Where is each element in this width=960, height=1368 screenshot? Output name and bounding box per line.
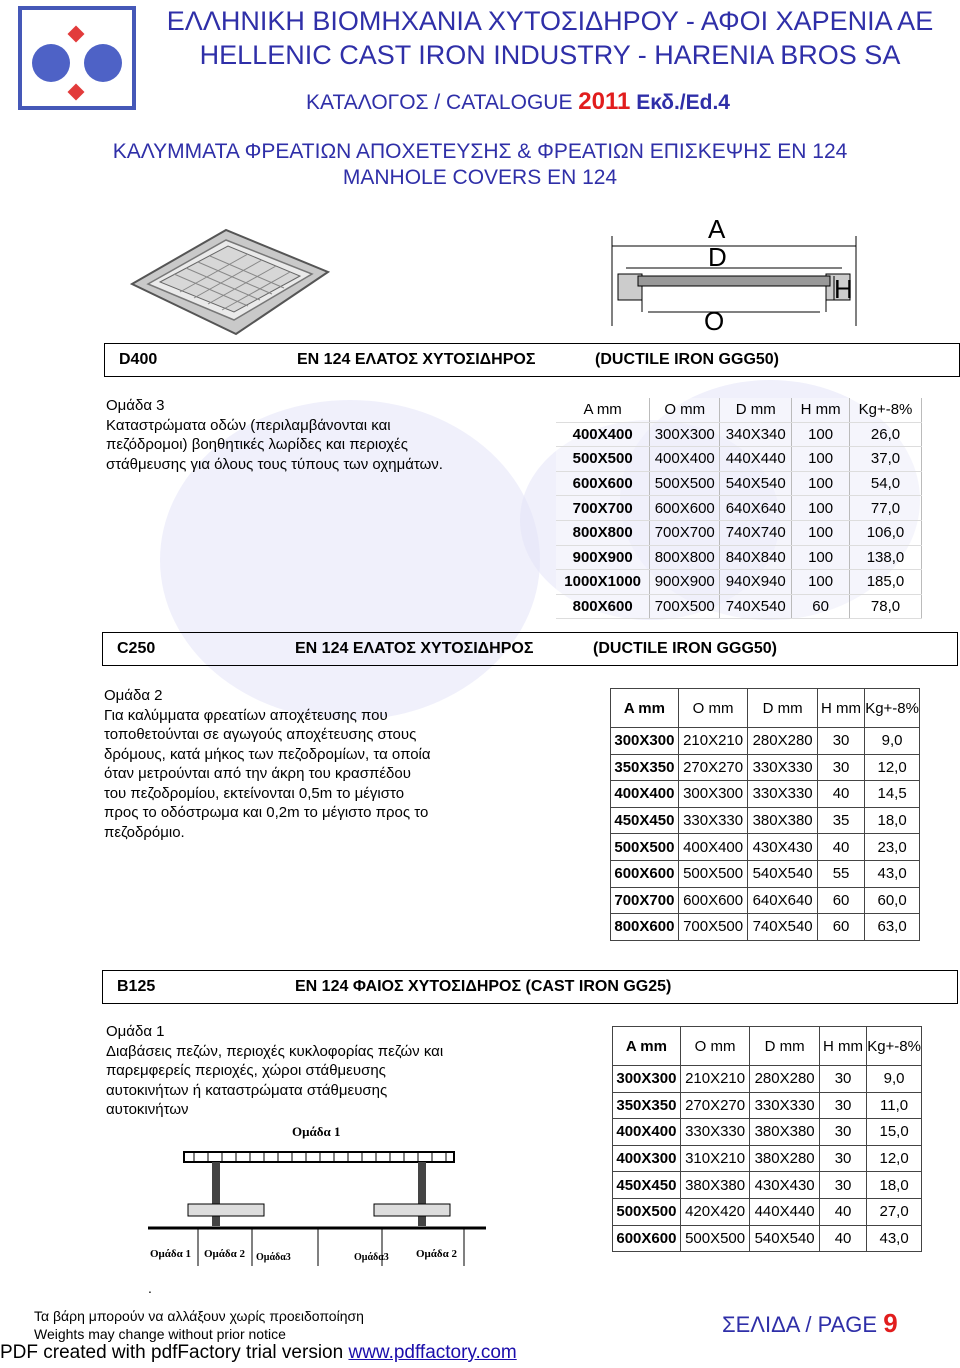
cell-o: 270X270 (678, 754, 748, 781)
catalogue-line (306, 88, 730, 116)
cell-h: 100 (792, 520, 850, 545)
cell-h: 30 (819, 1145, 866, 1172)
cell-a: 450X450 (611, 807, 679, 834)
table-row (611, 914, 920, 941)
drawing-label: Ομάδα3 (354, 1252, 389, 1263)
section-band-b125 (102, 970, 958, 1004)
pdffactory-link[interactable]: www.pdffactory.com (348, 1342, 517, 1363)
section-band-c250 (102, 632, 958, 666)
cell-a: 1000X1000 (556, 570, 650, 595)
table-row (556, 471, 922, 496)
cell-h: 30 (819, 1066, 866, 1093)
cell-a: 400X300 (613, 1145, 681, 1172)
cell-h: 100 (792, 422, 850, 447)
cell-kg: 43,0 (865, 860, 920, 887)
table-row (556, 496, 922, 521)
header-a: A mm (611, 689, 679, 728)
cell-d: 340X340 (720, 422, 792, 447)
cell-a: 700X700 (556, 496, 650, 521)
cell-d: 280X280 (750, 1066, 820, 1093)
cell-kg: 15,0 (867, 1119, 922, 1146)
table-row (556, 570, 922, 595)
cell-kg: 54,0 (850, 471, 922, 496)
cell-o: 700X500 (650, 594, 720, 619)
header-o: O mm (678, 689, 748, 728)
group-zone-drawing (148, 1120, 486, 1266)
cell-h: 60 (817, 914, 864, 941)
cell-h: 100 (792, 496, 850, 521)
header-h: H mm (819, 1027, 866, 1066)
standard-label: EN 124 ΕΛΑΤΟΣ ΧΥΤΟΣΙΔΗΡΟΣ (297, 351, 536, 368)
cell-a: 600X600 (613, 1225, 681, 1252)
header-o: O mm (680, 1027, 750, 1066)
stray-dot: . (148, 1280, 152, 1296)
cell-kg: 27,0 (867, 1198, 922, 1225)
header-d: D mm (750, 1027, 820, 1066)
cell-h: 30 (819, 1119, 866, 1146)
cell-o: 500X500 (680, 1225, 750, 1252)
table-row (613, 1066, 922, 1093)
header-kg: Kg+-8% (867, 1027, 922, 1066)
cell-a: 350X350 (613, 1092, 681, 1119)
logo-top-diamond (68, 26, 85, 43)
header-h: H mm (817, 689, 864, 728)
spec-table-d400 (556, 398, 922, 619)
table-row (611, 754, 920, 781)
cell-kg: 18,0 (865, 807, 920, 834)
cell-a: 800X600 (556, 594, 650, 619)
table-row (611, 728, 920, 755)
cell-a: 600X600 (556, 471, 650, 496)
drawing-label: Ομάδα3 (256, 1252, 291, 1263)
table-header-row (613, 1027, 922, 1066)
cell-kg: 18,0 (867, 1172, 922, 1199)
cell-kg: 23,0 (865, 834, 920, 861)
logo-bottom-diamond (68, 84, 85, 101)
table-row (613, 1172, 922, 1199)
cell-h: 100 (792, 447, 850, 472)
cell-o: 700X500 (678, 914, 748, 941)
cell-a: 800X800 (556, 520, 650, 545)
cell-a: 400X400 (556, 422, 650, 447)
header-a: A mm (556, 398, 650, 422)
cell-d: 740X540 (748, 914, 818, 941)
section-description-b125: Ομάδα 1 Διαβάσεις πεζών, περιοχές κυκλοφορίας πεζών και παρεμφερείς περιοχές, χώροι στάθμευσης αυτοκινήτων ή καταστρώματα στάθμευσης αυτοκινήτων (106, 1023, 444, 1118)
cell-kg: 78,0 (850, 594, 922, 619)
cell-d: 330X330 (748, 754, 818, 781)
cell-d: 940X940 (720, 570, 792, 595)
cell-d: 330X330 (750, 1092, 820, 1119)
spec-table-c250 (610, 688, 920, 941)
cell-kg: 106,0 (850, 520, 922, 545)
logo-left-circle (32, 44, 70, 82)
section-description-d400: Ομάδα 3 Καταστρώματα οδών (περιλαμβάνονται και πεζόδρομοι) βοηθητικές λωρίδες και περιοχές στάθμευσης για όλους τους τύπους των οχημάτων. (106, 397, 443, 473)
cell-d: 740X540 (720, 594, 792, 619)
cell-o: 600X600 (678, 887, 748, 914)
cell-d: 380X380 (750, 1119, 820, 1146)
cell-a: 600X600 (611, 860, 679, 887)
cell-kg: 60,0 (865, 887, 920, 914)
cell-h: 100 (792, 471, 850, 496)
page-indicator (722, 1308, 898, 1339)
cell-a: 300X300 (613, 1066, 681, 1093)
cell-o: 210X210 (680, 1066, 750, 1093)
drawing-title: Ομάδα 1 (292, 1124, 341, 1139)
table-row (556, 545, 922, 570)
cell-d: 540X540 (750, 1225, 820, 1252)
header-o: O mm (650, 398, 720, 422)
catalogue-edition: Εκδ./Ed.4 (630, 91, 730, 114)
cell-a: 900X900 (556, 545, 650, 570)
header-a: A mm (613, 1027, 681, 1066)
cell-kg: 185,0 (850, 570, 922, 595)
standard-label: EN 124 ΕΛΑΤΟΣ ΧΥΤΟΣΙΔΗΡΟΣ (295, 640, 534, 657)
table-header-row (556, 398, 922, 422)
cell-d: 430X430 (748, 834, 818, 861)
cell-h: 30 (819, 1172, 866, 1199)
cell-d: 440X440 (750, 1198, 820, 1225)
manhole-cover-photo (130, 222, 330, 336)
table-row (613, 1119, 922, 1146)
page-label: ΣΕΛΙΔΑ / PAGE (722, 1312, 884, 1337)
logo-right-circle (84, 44, 122, 82)
cell-h: 40 (817, 781, 864, 808)
table-row (613, 1198, 922, 1225)
cell-h: 30 (817, 754, 864, 781)
company-logo (18, 6, 136, 110)
table-row (611, 807, 920, 834)
table-header-row (611, 689, 920, 728)
cell-h: 55 (817, 860, 864, 887)
table-row (611, 887, 920, 914)
table-row (611, 834, 920, 861)
cell-kg: 9,0 (867, 1066, 922, 1093)
cell-d: 430X430 (750, 1172, 820, 1199)
header-kg: Kg+-8% (850, 398, 922, 422)
cell-o: 600X600 (650, 496, 720, 521)
cell-h: 40 (819, 1225, 866, 1252)
class-label: D400 (119, 351, 158, 368)
cell-o: 500X500 (650, 471, 720, 496)
cell-a: 450X450 (613, 1172, 681, 1199)
cell-a: 300X300 (611, 728, 679, 755)
cross-section-diagram (608, 216, 860, 336)
page-title-gr: ΚΑΛΥΜΜΑΤΑ ΦΡΕΑΤΙΩΝ ΑΠΟΧΕΤΕΥΣΗΣ & ΦΡΕΑΤΙΩΝ ΕΠΙΣΚΕΨΗΣ ΕΝ 124 (112, 140, 848, 163)
diagram-label-o: O (704, 306, 725, 336)
cell-kg: 11,0 (867, 1092, 922, 1119)
diagram-label-d: D (708, 242, 727, 272)
diagram-label-a: A (708, 214, 726, 244)
weights-note-gr: Τα βάρη μπορούν να αλλάξουν χωρίς προειδοποίηση (34, 1308, 364, 1324)
cell-h: 60 (817, 887, 864, 914)
cell-h: 40 (817, 834, 864, 861)
cell-kg: 12,0 (865, 754, 920, 781)
cell-d: 280X280 (748, 728, 818, 755)
cell-kg: 37,0 (850, 447, 922, 472)
cell-d: 740X740 (720, 520, 792, 545)
table-row (556, 520, 922, 545)
cell-h: 100 (792, 545, 850, 570)
cell-o: 400X400 (650, 447, 720, 472)
cell-o: 330X330 (678, 807, 748, 834)
header-kg: Kg+-8% (865, 689, 920, 728)
company-name-en: HELLENIC CAST IRON INDUSTRY - HARENIA BROS SA (199, 40, 901, 70)
table-row (613, 1225, 922, 1252)
cell-d: 840X840 (720, 545, 792, 570)
cell-kg: 138,0 (850, 545, 922, 570)
cell-o: 270X270 (680, 1092, 750, 1119)
cell-o: 310X210 (680, 1145, 750, 1172)
catalogue-label: ΚΑΤΑΛΟΓΟΣ / CATALOGUE (306, 91, 579, 114)
company-name-gr: ΕΛΛΗΝΙΚΗ ΒΙΟΜΗΧΑΝΙΑ ΧΥΤΟΣΙΔΗΡΟΥ - ΑΦΟΙ ΧΑΡΕΝΙΑ ΑΕ (166, 6, 934, 36)
cell-o: 300X300 (650, 422, 720, 447)
drawing-label: Ομάδα 2 (204, 1248, 246, 1260)
cell-h: 30 (819, 1092, 866, 1119)
class-label: B125 (117, 978, 156, 995)
class-label: C250 (117, 640, 156, 657)
material-label: (DUCTILE IRON GGG50) (593, 640, 778, 657)
cell-a: 500X500 (613, 1198, 681, 1225)
cell-o: 210X210 (678, 728, 748, 755)
cell-d: 380X280 (750, 1145, 820, 1172)
drawing-label: Ομάδα 1 (150, 1248, 192, 1260)
cell-d: 540X540 (720, 471, 792, 496)
cell-o: 400X400 (678, 834, 748, 861)
page-number: 9 (883, 1308, 898, 1338)
cell-o: 420X420 (680, 1198, 750, 1225)
cell-d: 380X380 (748, 807, 818, 834)
cell-a: 500X500 (556, 447, 650, 472)
cell-a: 400X400 (611, 781, 679, 808)
cell-a: 400X400 (613, 1119, 681, 1146)
spec-table-b125 (612, 1026, 922, 1252)
cell-d: 640X640 (748, 887, 818, 914)
drawing-label: Ομάδα 2 (416, 1248, 458, 1260)
cell-kg: 9,0 (865, 728, 920, 755)
cell-o: 300X300 (678, 781, 748, 808)
table-row (556, 422, 922, 447)
header-h: H mm (792, 398, 850, 422)
table-row (611, 781, 920, 808)
cell-h: 60 (792, 594, 850, 619)
pdf-creator-line (0, 1342, 517, 1364)
cell-h: 35 (817, 807, 864, 834)
cell-o: 900X900 (650, 570, 720, 595)
table-row (556, 594, 922, 619)
cell-o: 800X800 (650, 545, 720, 570)
cell-kg: 63,0 (865, 914, 920, 941)
cell-o: 330X330 (680, 1119, 750, 1146)
cell-d: 440X440 (720, 447, 792, 472)
cell-o: 500X500 (678, 860, 748, 887)
table-row (613, 1092, 922, 1119)
cell-o: 700X700 (650, 520, 720, 545)
cell-kg: 26,0 (850, 422, 922, 447)
catalogue-year: 2011 (578, 88, 631, 115)
cell-a: 500X500 (611, 834, 679, 861)
cell-h: 100 (792, 570, 850, 595)
cell-d: 330X330 (748, 781, 818, 808)
material-label: (DUCTILE IRON GGG50) (595, 351, 780, 368)
cell-a: 700X700 (611, 887, 679, 914)
cell-d: 640X640 (720, 496, 792, 521)
section-band-d400 (104, 343, 960, 377)
cell-h: 40 (819, 1198, 866, 1225)
table-row (611, 860, 920, 887)
pdf-creator-text: PDF created with pdfFactory trial version (0, 1342, 349, 1363)
cell-a: 350X350 (611, 754, 679, 781)
cell-kg: 43,0 (867, 1225, 922, 1252)
header-d: D mm (748, 689, 818, 728)
cell-kg: 12,0 (867, 1145, 922, 1172)
standard-label: EN 124 ΦΑΙΟΣ ΧΥΤΟΣΙΔΗΡΟΣ (CAST IRON GG25) (295, 978, 672, 995)
table-row (556, 447, 922, 472)
section-description-c250: Ομάδα 2 Για καλύμματα φρεατίων αποχέτευσης που τοποθετούνται σε αγωγούς αποχέτευσης στους δρόμους, κατά μήκος των πεζοδρομίων, τα οποία όταν μετρούνται από την άκρη του κρασπέδου του πεζοδρομίου, εκτείνονται 0,5m το μέγιστο προς το οδόστρωμα και 0,2m το μέγιστο προς το πεζοδρόμιο. (104, 687, 431, 841)
page-title-en: MANHOLE COVERS EN 124 (342, 166, 618, 189)
cell-kg: 77,0 (850, 496, 922, 521)
header-d: D mm (720, 398, 792, 422)
cell-o: 380X380 (680, 1172, 750, 1199)
weights-note-en: Weights may change without prior notice (34, 1326, 286, 1342)
table-row (613, 1145, 922, 1172)
diagram-label-h: H (834, 274, 853, 304)
cell-h: 30 (817, 728, 864, 755)
cell-d: 540X540 (748, 860, 818, 887)
cell-kg: 14,5 (865, 781, 920, 808)
cell-a: 800X600 (611, 914, 679, 941)
